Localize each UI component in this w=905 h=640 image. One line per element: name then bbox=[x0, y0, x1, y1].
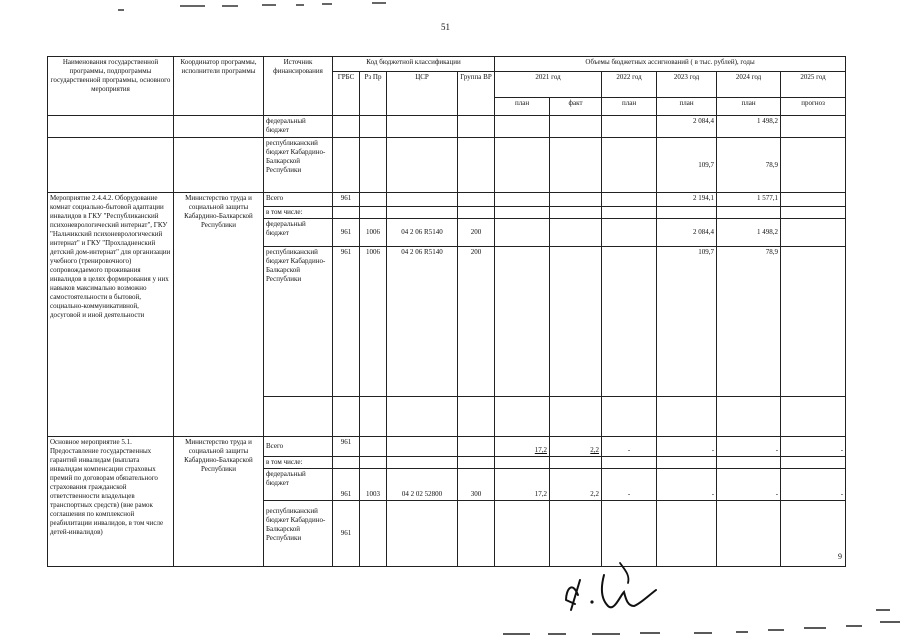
value-cell: - bbox=[781, 437, 846, 457]
header-coordinator: Координатор программы, исполнители программы bbox=[174, 57, 264, 116]
source-cell: республиканский бюджет Кабардино-Балкарской Республики bbox=[264, 138, 333, 193]
value-cell: 78,9 bbox=[717, 247, 781, 397]
header-2021-fact: факт bbox=[550, 98, 602, 116]
header-2024-plan: план bbox=[717, 98, 781, 116]
value-cell: 1 498,2 bbox=[717, 219, 781, 247]
value-cell: 109,7 bbox=[657, 138, 717, 193]
value-cell: 2 194,1 bbox=[657, 193, 717, 207]
header-budget-code: Код бюджетной классификации bbox=[333, 57, 495, 72]
value-cell: - bbox=[657, 437, 717, 457]
footer-mark: 9 bbox=[838, 552, 842, 561]
value-cell: 2,2 bbox=[550, 437, 602, 457]
table-row: Основное мероприятие 5.1. Предоставление государственных гарантий инвалидам (выплата инвалидам компенсации страховых премий по договорам обязательного страхования гражданской ответственности владельцев транспортных средств) (вне рамок соглашения по комплексной реабилитации инвалидов, в том числе детей-инвалидов) Министерство труда и социальной защиты Кабардино-Балкарской Республики Всего 961 17,2 2,2 - - - - bbox=[48, 437, 846, 457]
value-cell: 1 498,2 bbox=[717, 116, 781, 138]
value-cell: - bbox=[602, 469, 657, 501]
header-2021-plan: план bbox=[495, 98, 550, 116]
header-rzpr: Рз Пр bbox=[360, 72, 387, 116]
header-grbs: ГРБС bbox=[333, 72, 360, 116]
header-2024: 2024 год bbox=[717, 72, 781, 98]
header-name: Наименования государственной программы, подпрограммы государственной программы, основного мероприятия bbox=[48, 57, 174, 116]
source-cell: федеральный бюджет bbox=[264, 116, 333, 138]
value-cell: 78,9 bbox=[717, 138, 781, 193]
table-row: в том числе: bbox=[48, 457, 846, 469]
value-cell: - bbox=[657, 469, 717, 501]
header-2021: 2021 год bbox=[495, 72, 602, 98]
table-row: республиканский бюджет Кабардино-Балкарской Республики 961 bbox=[48, 501, 846, 567]
total-label: Всего bbox=[264, 193, 333, 207]
value-cell: 2 084,4 bbox=[657, 219, 717, 247]
header-2025-forecast: прогноз bbox=[781, 98, 846, 116]
total-label: Всего bbox=[264, 437, 333, 457]
value-cell: - bbox=[781, 469, 846, 501]
table-row: федеральный бюджет 961 1003 04 2 02 52800 300 17,2 2,2 - - - - bbox=[48, 469, 846, 501]
header-vr: Группа ВР bbox=[458, 72, 495, 116]
value-cell: 17,2 bbox=[495, 469, 550, 501]
header-2022: 2022 год bbox=[602, 72, 657, 98]
header-2022-plan: план bbox=[602, 98, 657, 116]
page-number: 51 bbox=[441, 22, 450, 32]
value-cell: - bbox=[602, 437, 657, 457]
header-2023: 2023 год bbox=[657, 72, 717, 98]
measure-coordinator: Министерство труда и социальной защиты Кабардино-Балкарской Республики bbox=[174, 193, 264, 437]
header-source: Источник финансирования bbox=[264, 57, 333, 116]
value-cell: 17,2 bbox=[495, 437, 550, 457]
value-cell: 1 577,1 bbox=[717, 193, 781, 207]
measure-name: Основное мероприятие 5.1. Предоставление государственных гарантий инвалидам (выплата инвалидам компенсации страховых премий по договорам обязательного страхования гражданской ответственности владельцев транспортных средств) (вне рамок соглашения по комплексной реабилитации инвалидов, в том числе детей-инвалидов) bbox=[48, 437, 174, 567]
header-2023-plan: план bbox=[657, 98, 717, 116]
table-row: Мероприятие 2.4.4.2. Оборудование комнат социально-бытовой адаптации инвалидов в ГКУ "Республиканский психоневрологический интернат", ГКУ "Нальчикский психоневрологический интернат" и ГКУ "Прохладненский детский дом-интернат" для организации учебного (тренировочного) сопровождаемого проживания инвалидов в целях формирования у них навыков максимально возможно самостоятельности в бытовой, социально-коммуникативной, досуговой и иной деятельности Министерство труда и социальной защиты Кабардино-Балкарской Республики Всего 961 2 194,1 1 577,1 bbox=[48, 193, 846, 207]
value-cell: 109,7 bbox=[657, 247, 717, 397]
value-cell: 2 084,4 bbox=[657, 116, 717, 138]
header-csr: ЦСР bbox=[387, 72, 458, 116]
measure-name: Мероприятие 2.4.4.2. Оборудование комнат социально-бытовой адаптации инвалидов в ГКУ "Республиканский психоневрологический интернат", ГКУ "Нальчикский психоневрологический интернат" и ГКУ "Прохладненский детский дом-интернат" для организации учебного (тренировочного) сопровождаемого проживания инвалидов в целях формирования у них навыков максимально возможно самостоятельности в бытовой, социально-коммуникативной, досуговой и иной деятельности bbox=[48, 193, 174, 437]
header-volumes: Объемы бюджетных ассигнований ( в тыс. рублей), годы bbox=[495, 57, 846, 72]
value-cell: - bbox=[717, 437, 781, 457]
table-row: республиканский бюджет Кабардино-Балкарской Республики 961 1006 04 2 06 R5140 200 109,7 78,9 bbox=[48, 247, 846, 397]
value-cell: 2,2 bbox=[550, 469, 602, 501]
table-row: в том числе: bbox=[48, 207, 846, 219]
measure-coordinator: Министерство труда и социальной защиты Кабардино-Балкарской Республики bbox=[174, 437, 264, 567]
value-cell: - bbox=[717, 469, 781, 501]
header-2025: 2025 год bbox=[781, 72, 846, 98]
table-row: федеральный бюджет 961 1006 04 2 06 R5140 200 2 084,4 1 498,2 bbox=[48, 219, 846, 247]
